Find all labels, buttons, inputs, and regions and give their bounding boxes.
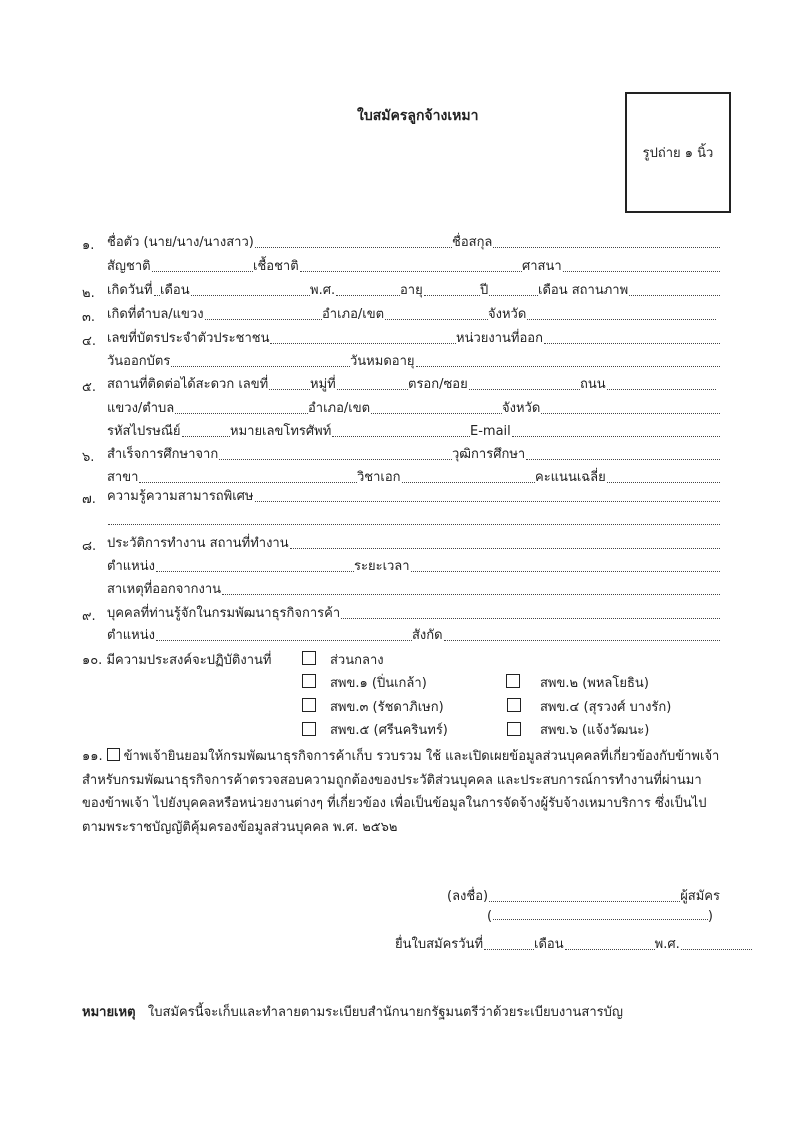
degree-field[interactable]: วุฒิการศึกษา bbox=[452, 446, 720, 464]
row-skills bbox=[107, 488, 720, 506]
item-number: ๖. bbox=[82, 450, 95, 465]
house-number-field[interactable]: สถานที่ติดต่อได้สะดวก เลขที่ bbox=[107, 376, 310, 394]
row-position bbox=[107, 558, 720, 576]
dotted-fill-line bbox=[300, 271, 522, 272]
institution-field[interactable]: สำเร็จการศึกษาจาก bbox=[107, 446, 452, 464]
option-label: ส่วนกลาง bbox=[330, 653, 384, 668]
dotted-fill-line bbox=[512, 436, 720, 437]
id-number-field[interactable]: เลขที่บัตรประจำตัวประชาชน bbox=[107, 330, 456, 348]
row-address bbox=[107, 376, 720, 394]
subdistrict-field[interactable]: แขวง/ตำบล bbox=[107, 400, 308, 418]
dotted-fill-line bbox=[336, 295, 400, 296]
dotted-fill-line bbox=[139, 482, 357, 483]
checkbox-branch-3[interactable] bbox=[302, 698, 316, 712]
province-field[interactable]: จังหวัด bbox=[502, 400, 720, 418]
item-number: ๔. bbox=[82, 334, 96, 349]
row-id-card bbox=[107, 330, 720, 348]
dotted-fill-line bbox=[385, 319, 488, 320]
dotted-fill-line bbox=[152, 271, 253, 272]
issue-date-field[interactable]: วันออกบัตร bbox=[107, 353, 350, 371]
row-reference-position bbox=[107, 627, 720, 645]
dotted-fill-line bbox=[493, 919, 708, 920]
consent-checkbox[interactable] bbox=[107, 748, 120, 761]
duration-field[interactable]: ระยะเวลา bbox=[354, 558, 720, 576]
phone-field[interactable]: หมายเลขโทรศัพท์ bbox=[230, 423, 470, 441]
alley-field[interactable]: ตรอก/ซอย bbox=[408, 376, 580, 394]
checkbox-branch-2[interactable] bbox=[506, 674, 520, 688]
nationality-field[interactable]: สัญชาติ bbox=[107, 258, 253, 276]
dotted-fill-line bbox=[469, 389, 580, 390]
email-field[interactable]: E-mail bbox=[470, 423, 720, 441]
birth-subdistrict-field[interactable]: เกิดที่ตำบล/แขวง bbox=[107, 306, 322, 324]
dotted-fill-line bbox=[489, 901, 680, 902]
option-label: สพข.๑ (ปิ่นเกล้า) bbox=[330, 676, 427, 691]
row-address-area bbox=[107, 400, 720, 418]
item-number: ๗. bbox=[82, 492, 96, 507]
birth-district-field[interactable]: อำเภอ/เขต bbox=[322, 306, 488, 324]
dotted-fill-line bbox=[219, 459, 452, 460]
dotted-fill-line bbox=[544, 343, 720, 344]
birth-province-field[interactable]: จังหวัด bbox=[488, 306, 716, 324]
dotted-fill-line bbox=[607, 482, 720, 483]
dotted-fill-line bbox=[629, 295, 720, 296]
birth-month-field[interactable]: เดือน bbox=[160, 282, 310, 300]
workplace-question: ๑๐. มีความประสงค์จะปฏิบัติงานที่ bbox=[82, 653, 272, 668]
reference-affiliation-field[interactable]: สังกัด bbox=[412, 627, 720, 645]
village-field[interactable]: หมู่ที่ bbox=[310, 376, 408, 394]
option-label: สพข.๒ (พหลโยธิน) bbox=[540, 676, 649, 691]
dotted-fill-line bbox=[526, 459, 720, 460]
dotted-fill-line bbox=[541, 413, 720, 414]
option-label: สพข.๕ (ศรีนครินทร์) bbox=[330, 723, 448, 738]
dotted-fill-line bbox=[182, 436, 230, 437]
first-name-field[interactable]: ชื่อตัว (นาย/นาง/นางสาว) bbox=[107, 234, 452, 252]
row-major bbox=[107, 469, 720, 487]
field-of-study-field[interactable]: สาขา bbox=[107, 469, 357, 487]
district-field[interactable]: อำเภอ/เขต bbox=[308, 400, 502, 418]
signature-line[interactable]: (ลงชื่อ) ผู้สมัคร bbox=[447, 889, 720, 904]
last-name-field[interactable]: ชื่อสกุล bbox=[452, 234, 720, 252]
row-birth bbox=[107, 282, 720, 300]
leave-reason-field[interactable]: สาเหตุที่ออกจากงาน bbox=[107, 581, 720, 599]
age-years-field[interactable]: อายุ bbox=[400, 282, 480, 300]
printed-name-line[interactable]: ( ) bbox=[487, 909, 713, 924]
checkbox-branch-5[interactable] bbox=[302, 722, 316, 736]
workplace-history-field[interactable]: ประวัติการทำงาน สถานที่ทำงาน bbox=[107, 535, 720, 553]
item-number: ๕. bbox=[82, 380, 96, 395]
dotted-fill-line bbox=[175, 413, 308, 414]
dotted-fill-line bbox=[402, 482, 535, 483]
dotted-fill-line bbox=[607, 389, 716, 390]
dotted-fill-line bbox=[489, 295, 538, 296]
major-field[interactable]: วิชาเอก bbox=[357, 469, 535, 487]
ethnicity-field[interactable]: เชื้อชาติ bbox=[253, 258, 522, 276]
dotted-fill-line bbox=[563, 271, 720, 272]
dotted-fill-line bbox=[255, 501, 720, 502]
religion-field[interactable]: ศาสนา bbox=[522, 258, 720, 276]
checkbox-central[interactable] bbox=[302, 651, 316, 665]
dotted-fill-line bbox=[156, 571, 354, 572]
application-date-line[interactable]: ยื่นใบสมัครวันที่ เดือน พ.ศ. bbox=[395, 933, 752, 954]
birth-day-field[interactable]: เกิดวันที่ bbox=[107, 282, 160, 300]
dotted-fill-line bbox=[222, 594, 720, 595]
dotted-fill-line bbox=[493, 247, 720, 248]
row-contact bbox=[107, 423, 720, 441]
reference-person-field[interactable]: บุคคลที่ท่านรู้จักในกรมพัฒนาธุรกิจการค้า bbox=[107, 605, 720, 623]
item-number: ๘. bbox=[82, 539, 97, 554]
special-skills-field[interactable]: ความรู้ความสามารถพิเศษ bbox=[107, 488, 720, 506]
row-id-dates bbox=[107, 353, 720, 371]
option-label: สพข.๔ (สุรวงศ์ บางรัก) bbox=[540, 700, 672, 715]
marital-status-field[interactable]: เดือน สถานภาพ bbox=[538, 282, 720, 300]
gpa-field[interactable]: คะแนนเฉลี่ย bbox=[535, 469, 720, 487]
birth-year-field[interactable]: พ.ศ. bbox=[310, 282, 400, 300]
row-education bbox=[107, 446, 720, 464]
dotted-fill-line bbox=[416, 366, 721, 367]
dotted-fill-line bbox=[371, 413, 502, 414]
dotted-fill-line bbox=[269, 389, 310, 390]
row-name bbox=[107, 234, 720, 252]
footnote: หมายเหตุ ใบสมัครนี้จะเก็บและทำลายตามระเบียบสำนักนายกรัฐมนตรีว่าด้วยระเบียบงานสารบัญ bbox=[82, 1005, 623, 1020]
row-skills-cont bbox=[107, 511, 720, 529]
item-number: ๙. bbox=[82, 609, 96, 624]
dotted-fill-line bbox=[191, 295, 310, 296]
expiry-date-field[interactable]: วันหมดอายุ bbox=[350, 353, 720, 371]
dotted-fill-line bbox=[205, 319, 322, 320]
dotted-fill-line bbox=[255, 247, 452, 248]
option-label: สพข.๖ (แจ้งวัฒนะ) bbox=[540, 723, 650, 738]
photo-box bbox=[625, 92, 731, 213]
dotted-fill-line bbox=[270, 343, 456, 344]
reference-position-field[interactable]: ตำแหน่ง bbox=[107, 627, 412, 645]
row-nationality bbox=[107, 258, 720, 276]
age-months-field[interactable]: ปี bbox=[480, 282, 538, 300]
dotted-fill-line bbox=[337, 389, 408, 390]
dotted-fill-line bbox=[156, 640, 412, 641]
dotted-fill-line bbox=[681, 949, 752, 950]
dotted-fill-line bbox=[484, 949, 534, 950]
dotted-fill-line bbox=[332, 436, 470, 437]
checkbox-branch-1[interactable] bbox=[302, 674, 316, 688]
row-reference bbox=[107, 605, 720, 623]
checkbox-branch-6[interactable] bbox=[507, 722, 521, 736]
item-number: ๓. bbox=[82, 310, 96, 325]
page-title: ใบสมัครลูกจ้างเหมา bbox=[357, 108, 479, 124]
row-leave-reason bbox=[107, 581, 720, 599]
postal-code-field[interactable]: รหัสไปรษณีย์ bbox=[107, 423, 230, 441]
dotted-fill-line bbox=[171, 366, 350, 367]
dotted-fill-line bbox=[411, 571, 720, 572]
issuing-office-field[interactable]: หน่วยงานที่ออก bbox=[456, 330, 720, 348]
dotted-fill-line bbox=[527, 319, 716, 320]
dotted-fill-line bbox=[424, 295, 480, 296]
dotted-fill-line bbox=[108, 524, 720, 525]
consent-paragraph: ๑๑. ข้าพเจ้ายินยอมให้กรมพัฒนาธุรกิจการค้าเก็บ รวบรวม ใช้ และเปิดเผยข้อมูลส่วนบุคคลที่เกี่ยวข้องกับข้าพเจ้า สำหรับกรมพัฒนาธุรกิจการค้าตรวจสอบความถูกต้องของประวัติส่วนบุคคล และประสบการณ์การทำงานที่ผ่านมาของข้าพเจ้า ไปยังบุคคลหรือหน่วยงานต่างๆ ที่เกี่ยวข้อง เพื่อเป็นข้อมูลในการจัดจ้างผู้รับจ้างเหมาบริการ ซึ่งเป็นไปตามพระราชบัญญัติคุ้มครองข้อมูลส่วนบุคคล พ.ศ. ๒๕๖๒ bbox=[82, 749, 720, 835]
dotted-fill-line bbox=[290, 548, 720, 549]
special-skills-continued-field[interactable] bbox=[107, 511, 720, 529]
item-number: ๑. bbox=[82, 238, 95, 253]
dotted-fill-line bbox=[444, 640, 720, 641]
dotted-fill-line bbox=[565, 949, 655, 950]
road-field[interactable]: ถนน bbox=[580, 376, 716, 394]
dotted-fill-line bbox=[341, 618, 720, 619]
position-field[interactable]: ตำแหน่ง bbox=[107, 558, 354, 576]
item-number: ๒. bbox=[82, 286, 95, 301]
row-work bbox=[107, 535, 720, 553]
option-label: สพข.๓ (รัชดาภิเษก) bbox=[330, 700, 444, 715]
row-birthplace bbox=[107, 306, 720, 324]
checkbox-branch-4[interactable] bbox=[507, 698, 521, 712]
photo-box-label: รูปถ่าย ๑ นิ้ว bbox=[642, 146, 714, 161]
